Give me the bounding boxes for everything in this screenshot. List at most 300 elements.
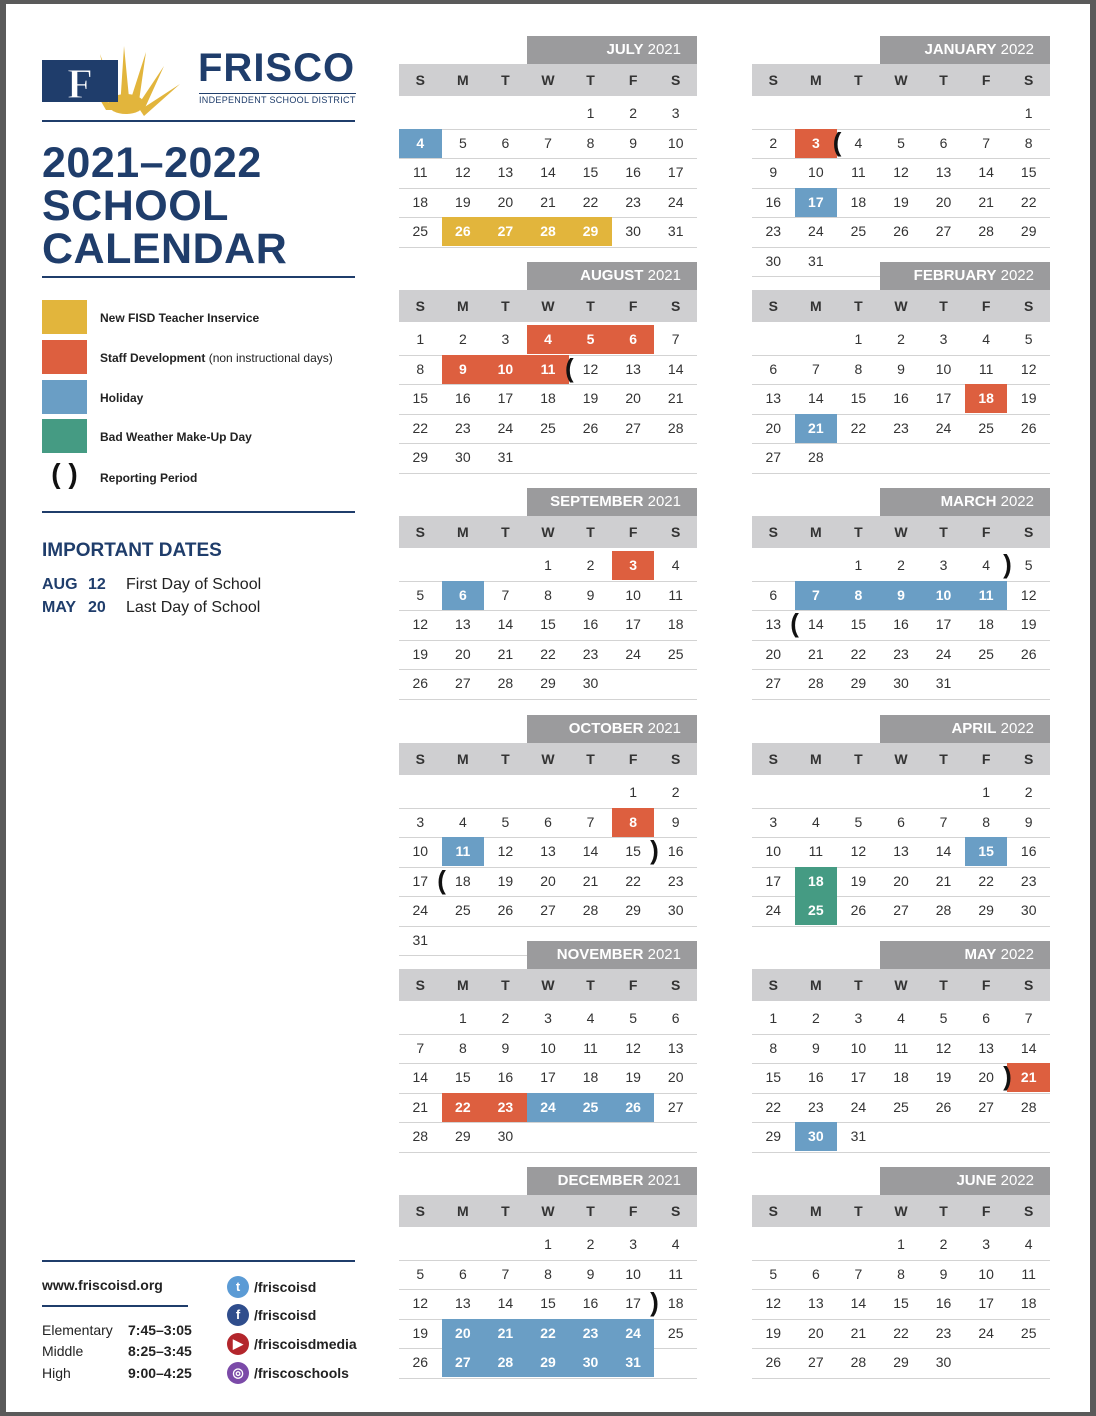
row-divider — [752, 1378, 1050, 1379]
day-cell: 11 — [1021, 1265, 1036, 1282]
day-cell: 24 — [935, 645, 952, 662]
day-cell: 2 — [586, 557, 595, 573]
day-cell: 4 — [586, 1010, 595, 1026]
day-cell: 28 — [582, 902, 599, 918]
day-cell: 22 — [582, 193, 599, 210]
weekday-label: F — [981, 298, 991, 314]
weekday-label: S — [671, 977, 681, 993]
day-cell: 21 — [808, 645, 824, 662]
weekday-label: M — [810, 751, 822, 767]
day-cell: 10 — [935, 360, 952, 377]
weekday-label: F — [981, 524, 991, 540]
day-cell: 29 — [978, 902, 994, 918]
weekday-label: T — [501, 72, 510, 88]
day-cell: 14 — [540, 164, 556, 180]
day-cell: 9 — [939, 1265, 948, 1282]
day-cell: 4 — [811, 813, 820, 830]
month-name: MARCH — [940, 493, 997, 510]
day-cell: 24 — [978, 1324, 994, 1341]
weekday-label: S — [415, 298, 425, 314]
weekday-label: T — [854, 298, 863, 314]
day-cell: 14 — [667, 360, 684, 377]
month-name: NOVEMBER — [556, 946, 644, 963]
day-cell: 26 — [935, 1098, 952, 1115]
weekday-label: T — [586, 751, 595, 767]
weekday-label: M — [810, 977, 822, 993]
day-cell: 14 — [1020, 1039, 1037, 1056]
day-cell: 9 — [586, 1265, 595, 1282]
day-cell: 4 — [982, 331, 991, 347]
day-cell-holiday: 9 — [880, 581, 923, 610]
weekday-label: S — [671, 72, 681, 88]
month-year: 2022 — [1000, 267, 1034, 284]
month-header — [880, 715, 1050, 743]
weekday-label: F — [628, 1203, 638, 1219]
day-cell: 9 — [897, 360, 905, 377]
weekday-label: T — [586, 977, 595, 993]
legend-swatch — [42, 380, 87, 414]
day-cell: 24 — [667, 193, 684, 210]
day-cell-staff-dev: 3 — [612, 551, 655, 580]
weekday-label: T — [854, 72, 863, 88]
day-cell: 16 — [455, 390, 471, 406]
month-name: DECEMBER — [557, 1172, 644, 1189]
day-cell: 3 — [544, 1010, 552, 1026]
day-cell: 17 — [850, 1069, 867, 1085]
day-cell: 8 — [1024, 134, 1033, 151]
month-year: 2022 — [1000, 1172, 1034, 1189]
day-cell: 12 — [850, 843, 867, 859]
day-cell: 2 — [671, 784, 680, 800]
day-cell: 10 — [765, 843, 782, 859]
day-cell: 26 — [850, 902, 867, 918]
day-cell: 21 — [540, 193, 556, 210]
day-cell: 18 — [978, 616, 994, 632]
day-cell: 13 — [455, 1295, 471, 1311]
day-cell-staff-dev: 8 — [612, 808, 655, 837]
day-cell: 17 — [978, 1295, 994, 1311]
weekday-label: S — [768, 751, 778, 767]
day-cell: 25 — [455, 902, 471, 918]
legend-label-bold: Holiday — [100, 391, 144, 405]
day-cell-staff-dev: 9 — [442, 355, 485, 384]
weekday-label: M — [457, 751, 469, 767]
day-cell: 23 — [455, 419, 471, 436]
day-cell-staff-dev: 6 — [612, 325, 655, 354]
weekday-label: M — [457, 977, 469, 993]
weekday-header — [752, 1195, 1050, 1227]
day-cell: 17 — [765, 872, 782, 889]
weekday-label: S — [671, 298, 681, 314]
month-name: OCTOBER — [568, 720, 644, 737]
month-year: 2022 — [1000, 493, 1034, 510]
day-cell: 7 — [501, 1265, 510, 1282]
day-cell: 19 — [893, 193, 909, 210]
day-cell: 20 — [765, 419, 782, 436]
month-year: 2021 — [647, 41, 681, 58]
weekday-label: F — [981, 1203, 991, 1219]
day-cell: 22 — [850, 645, 867, 662]
day-cell: 2 — [769, 134, 778, 151]
day-cell: 28 — [850, 1354, 867, 1370]
month-year: 2021 — [647, 1172, 681, 1189]
day-cell: 25 — [893, 1098, 909, 1115]
day-cell: 16 — [667, 843, 684, 859]
day-cell: 2 — [458, 331, 467, 347]
weekday-label: F — [628, 298, 638, 314]
day-cell: 22 — [893, 1324, 909, 1341]
website-link[interactable]: www.friscoisd.org — [42, 1277, 163, 1293]
day-cell: 26 — [582, 419, 599, 436]
day-cell: 30 — [765, 252, 782, 269]
weekday-header — [399, 969, 697, 1001]
day-cell: 24 — [765, 902, 782, 918]
weekday-label: T — [586, 298, 595, 314]
day-cell: 19 — [497, 872, 514, 889]
month-header — [527, 262, 697, 290]
weekday-label: W — [894, 524, 908, 540]
day-cell: 27 — [765, 449, 782, 465]
day-cell-holiday: 7 — [795, 581, 838, 610]
day-cell: 10 — [625, 586, 641, 603]
day-cell: 22 — [1020, 193, 1037, 210]
day-cell: 17 — [412, 872, 429, 889]
weekday-label: S — [768, 1203, 778, 1219]
day-cell: 30 — [582, 675, 599, 691]
weekday-label: T — [939, 72, 948, 88]
day-cell: 17 — [625, 1295, 641, 1311]
day-cell: 5 — [769, 1265, 778, 1282]
hours-label: Middle — [42, 1343, 84, 1359]
day-cell: 18 — [893, 1069, 909, 1085]
weekday-label: S — [415, 72, 425, 88]
day-cell: 23 — [582, 645, 599, 662]
day-cell: 28 — [667, 419, 684, 436]
day-cell-holiday: 28 — [484, 1348, 527, 1377]
reporting-period-marker: ( — [564, 352, 574, 383]
reporting-period-marker: ) — [650, 1287, 659, 1317]
day-cell: 30 — [625, 223, 641, 239]
day-cell: 5 — [416, 586, 425, 603]
day-cell: 27 — [765, 675, 782, 691]
weekday-label: W — [894, 72, 908, 88]
title-line-2: SCHOOL — [42, 182, 229, 230]
day-cell: 31 — [935, 675, 952, 691]
day-cell-holiday: 8 — [837, 581, 880, 610]
day-cell-holiday: 31 — [612, 1348, 655, 1377]
day-cell: 15 — [455, 1069, 471, 1085]
day-cell: 26 — [412, 1354, 429, 1370]
day-cell: 5 — [939, 1010, 948, 1026]
day-cell: 16 — [808, 1069, 824, 1085]
day-cell: 17 — [935, 390, 952, 406]
day-cell: 21 — [850, 1324, 867, 1341]
important-date-row — [42, 599, 260, 617]
day-cell: 15 — [893, 1295, 909, 1311]
day-cell: 8 — [416, 360, 425, 377]
weekday-header — [399, 516, 697, 548]
day-cell: 27 — [935, 223, 952, 239]
day-cell-holiday: 25 — [569, 1093, 612, 1122]
day-cell: 1 — [416, 331, 425, 347]
day-cell-staff-dev: 22 — [442, 1093, 485, 1122]
weekday-label: W — [541, 72, 555, 88]
day-cell: 14 — [808, 616, 824, 632]
weekday-label: W — [894, 298, 908, 314]
day-cell: 12 — [765, 1295, 782, 1311]
day-cell: 1 — [854, 557, 863, 573]
day-cell: 30 — [1020, 902, 1037, 918]
day-cell: 12 — [935, 1039, 952, 1056]
weekday-header — [752, 969, 1050, 1001]
social-handle: /friscoisd — [254, 1307, 317, 1323]
weekday-label: S — [768, 72, 778, 88]
page-title — [42, 139, 288, 273]
day-cell: 18 — [667, 1295, 684, 1311]
day-cell: 14 — [582, 843, 599, 859]
day-cell: 22 — [850, 419, 867, 436]
day-cell: 13 — [540, 843, 556, 859]
day-cell: 1 — [586, 105, 595, 121]
weekday-label: T — [939, 1203, 948, 1219]
day-cell: 11 — [668, 586, 683, 603]
day-cell: 1 — [982, 784, 991, 800]
day-cell: 12 — [1020, 586, 1037, 603]
day-cell: 25 — [978, 645, 994, 662]
weekday-header — [752, 64, 1050, 96]
month-name: JANUARY — [924, 41, 997, 58]
day-cell: 4 — [982, 557, 991, 573]
row-divider — [399, 1152, 697, 1153]
day-cell-holiday: 27 — [442, 1348, 485, 1377]
day-cell-holiday: 11 — [965, 581, 1008, 610]
day-cell: 25 — [850, 223, 867, 239]
month-year: 2022 — [1000, 946, 1034, 963]
day-cell: 16 — [497, 1069, 514, 1085]
legend-label-bold: New FISD Teacher Inservice — [100, 311, 260, 325]
day-cell: 7 — [1024, 1010, 1033, 1026]
day-cell: 20 — [893, 872, 909, 889]
date-month: MAY — [42, 599, 77, 616]
weekday-label: S — [768, 977, 778, 993]
calendar-page — [6, 4, 1090, 1412]
day-cell: 7 — [416, 1039, 425, 1056]
day-cell-holiday: 24 — [527, 1093, 570, 1122]
day-cell: 4 — [1024, 1236, 1033, 1252]
day-cell: 29 — [1020, 223, 1037, 239]
day-cell: 23 — [808, 1098, 824, 1115]
weekday-label: S — [415, 751, 425, 767]
day-cell: 13 — [893, 843, 909, 859]
day-cell: 26 — [893, 223, 909, 239]
day-cell-staff-dev: 10 — [484, 355, 527, 384]
day-cell: 9 — [769, 164, 778, 180]
day-cell: 9 — [586, 586, 595, 603]
day-cell: 30 — [497, 1128, 514, 1144]
day-cell: 5 — [1024, 331, 1033, 347]
day-cell: 3 — [629, 1236, 638, 1252]
weekday-header — [752, 743, 1050, 775]
day-cell: 12 — [893, 164, 909, 180]
reporting-period-marker: ) — [650, 835, 659, 865]
day-cell-staff-dev: 21 — [1007, 1063, 1050, 1092]
logo-mark: F — [67, 62, 93, 108]
weekday-label: T — [939, 977, 948, 993]
day-cell: 26 — [1020, 419, 1037, 436]
date-month: AUG — [42, 576, 78, 593]
day-cell: 15 — [1020, 164, 1037, 180]
day-cell: 6 — [811, 1265, 820, 1282]
sun-logo-icon — [40, 38, 190, 118]
day-cell: 22 — [412, 419, 429, 436]
day-cell: 7 — [501, 586, 510, 603]
day-cell: 13 — [765, 390, 782, 406]
day-cell: 16 — [893, 616, 909, 632]
day-cell: 1 — [1024, 105, 1033, 121]
day-cell-holiday: 6 — [442, 581, 485, 610]
day-cell: 30 — [893, 675, 909, 691]
weekday-label: T — [854, 751, 863, 767]
weekday-label: S — [768, 298, 778, 314]
month-name: AUGUST — [580, 267, 644, 284]
day-cell: 12 — [625, 1039, 641, 1056]
month-year: 2021 — [647, 267, 681, 284]
day-cell: 21 — [935, 872, 952, 889]
weekday-label: W — [541, 298, 555, 314]
day-cell: 31 — [850, 1128, 867, 1144]
day-cell: 12 — [497, 843, 514, 859]
hours-time: 8:25–3:45 — [128, 1343, 192, 1359]
day-cell: 21 — [582, 872, 599, 889]
day-cell: 27 — [540, 902, 556, 918]
legend-swatch — [42, 300, 87, 334]
weekday-label: M — [457, 298, 469, 314]
weekday-label: T — [501, 977, 510, 993]
day-cell: 3 — [501, 331, 510, 347]
day-cell: 20 — [765, 645, 782, 662]
day-cell: 27 — [455, 675, 471, 691]
day-cell: 6 — [982, 1010, 991, 1026]
day-cell: 12 — [582, 360, 599, 377]
day-cell-holiday: 15 — [965, 837, 1008, 866]
day-cell: 15 — [765, 1069, 782, 1085]
day-cell: 22 — [625, 872, 641, 889]
day-cell: 1 — [544, 557, 552, 573]
day-cell-holiday: 30 — [569, 1348, 612, 1377]
month-header — [880, 941, 1050, 969]
day-cell: 28 — [412, 1128, 429, 1144]
day-cell: 13 — [497, 164, 514, 180]
row-divider — [752, 473, 1050, 474]
month-header — [880, 262, 1050, 290]
day-cell: 8 — [544, 586, 552, 603]
date-label: Last Day of School — [126, 599, 261, 616]
day-cell-holiday: 17 — [795, 188, 838, 217]
day-cell-inservice: 27 — [484, 217, 527, 246]
day-cell: 9 — [1024, 813, 1033, 830]
day-cell-holiday: 22 — [527, 1319, 570, 1348]
day-cell-holiday: 21 — [484, 1319, 527, 1348]
day-cell-staff-dev: 18 — [965, 384, 1008, 413]
important-dates-title: IMPORTANT DATES — [42, 540, 222, 561]
hours-label: Elementary — [42, 1322, 113, 1338]
month-year: 2021 — [647, 493, 681, 510]
day-cell: 2 — [939, 1236, 948, 1252]
day-cell: 29 — [540, 675, 556, 691]
day-cell: 1 — [629, 784, 638, 800]
day-cell: 17 — [540, 1069, 556, 1085]
day-cell: 22 — [540, 645, 556, 662]
day-cell: 16 — [935, 1295, 952, 1311]
day-cell: 5 — [458, 134, 467, 151]
weekday-label: F — [981, 977, 991, 993]
day-cell: 8 — [544, 1265, 552, 1282]
day-cell: 1 — [458, 1010, 467, 1026]
day-cell: 19 — [850, 872, 867, 889]
month-name: JULY — [606, 41, 644, 58]
day-cell: 28 — [978, 223, 994, 239]
day-cell: 17 — [667, 164, 684, 180]
day-cell: 16 — [625, 164, 641, 180]
weekday-label: W — [541, 751, 555, 767]
day-cell: 2 — [629, 105, 638, 121]
hours-row — [42, 1343, 192, 1359]
month-header — [880, 488, 1050, 516]
day-cell: 26 — [1020, 645, 1037, 662]
day-cell-staff-dev: 23 — [484, 1093, 527, 1122]
day-cell: 16 — [765, 193, 782, 210]
day-cell: 23 — [1020, 872, 1037, 889]
weekday-label: S — [1024, 298, 1034, 314]
month-header — [880, 36, 1050, 64]
day-cell: 12 — [455, 164, 471, 180]
day-cell-holiday: 10 — [922, 581, 965, 610]
day-cell: 30 — [935, 1354, 952, 1370]
day-cell: 15 — [850, 390, 867, 406]
day-cell: 18 — [1020, 1295, 1037, 1311]
month-header — [527, 36, 697, 64]
day-cell: 23 — [625, 193, 641, 210]
divider — [42, 276, 355, 278]
day-cell: 31 — [808, 252, 824, 269]
important-date-row — [42, 576, 261, 594]
day-cell: 11 — [668, 1265, 683, 1282]
day-cell: 10 — [667, 134, 684, 151]
weekday-label: T — [854, 977, 863, 993]
day-cell-holiday: 21 — [795, 414, 838, 443]
day-cell: 11 — [851, 164, 866, 180]
legend-label-bold: Bad Weather Make-Up Day — [100, 430, 252, 444]
weekday-label: S — [768, 524, 778, 540]
day-cell: 14 — [850, 1295, 867, 1311]
weekday-label: T — [854, 1203, 863, 1219]
day-cell: 18 — [667, 616, 684, 632]
divider — [42, 511, 355, 513]
weekday-label: T — [501, 298, 510, 314]
divider — [42, 1305, 188, 1307]
day-cell: 24 — [808, 223, 824, 239]
day-cell: 3 — [982, 1236, 991, 1252]
social-handle: /friscoisd — [254, 1279, 317, 1295]
day-cell: 11 — [583, 1039, 598, 1056]
legend-label — [100, 471, 197, 485]
weekday-label: T — [939, 524, 948, 540]
weekday-label: M — [810, 1203, 822, 1219]
day-cell: 20 — [625, 390, 641, 406]
day-cell: 20 — [667, 1069, 684, 1085]
day-cell: 18 — [455, 872, 471, 889]
title-line-1: 2021–2022 — [42, 139, 262, 187]
